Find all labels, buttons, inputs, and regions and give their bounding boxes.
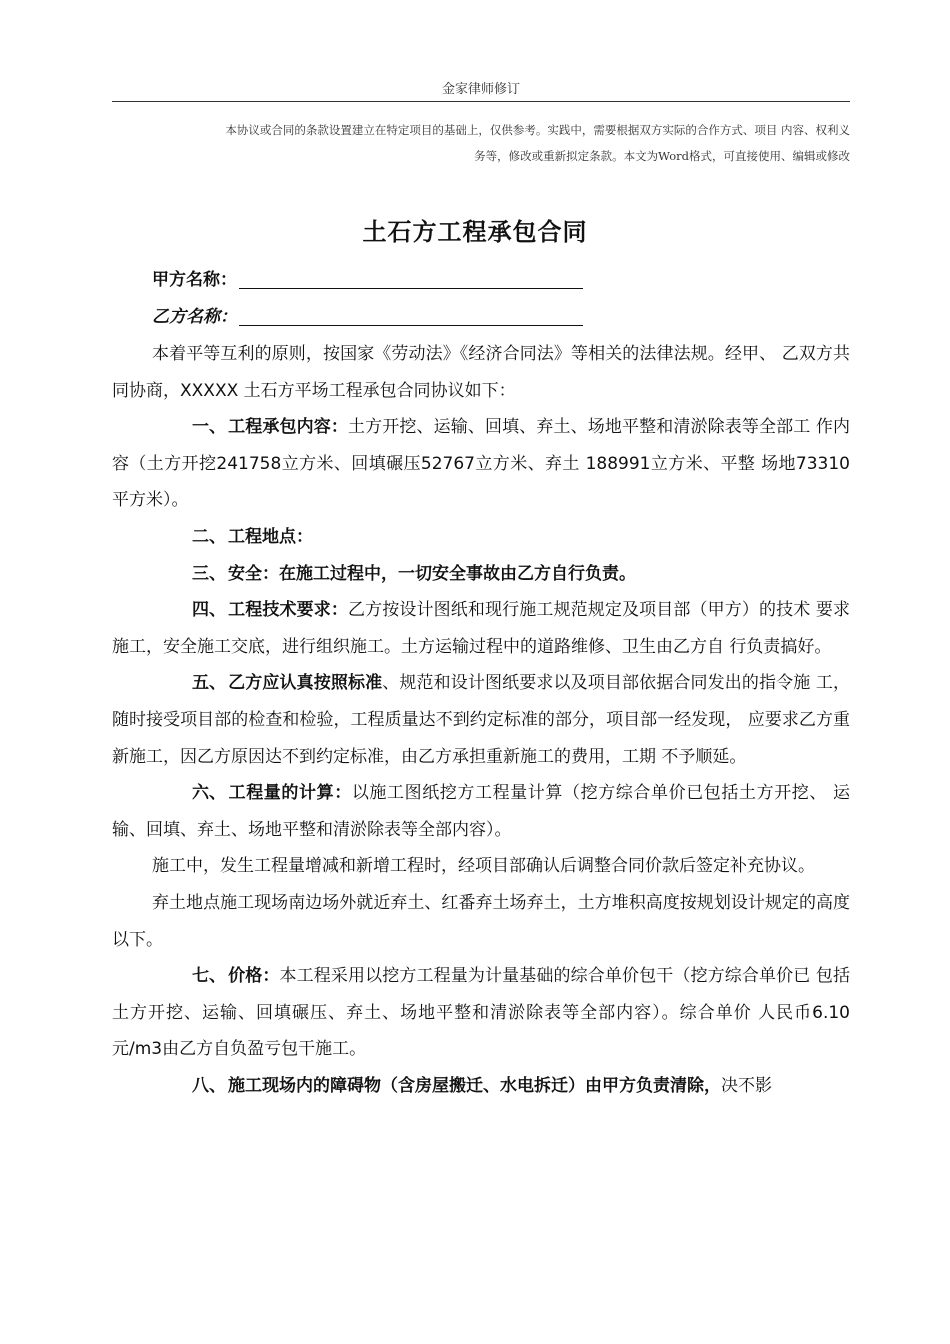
party-b-field xyxy=(152,302,583,327)
section-6: 六、 工程量的计算：以施工图纸挖方工程量计算（挖方综合单价已包括土方开挖、 运输、回填、弃土、场地平整和清淤除表等全部内容）。 xyxy=(112,783,851,840)
section-8: 八、 施工现场内的障碍物（含房屋搬迁、水电拆迁）由甲方负责清除，决不影 xyxy=(192,1075,772,1096)
page-header: 金家律师修订 xyxy=(441,82,520,97)
section-7: 七、 价格：本工程采用以挖方工程量为计量基础的综合单价包干（挖方综合单价已 包括土方开挖、运输、回填碾压、弃土、场地平整和清淤除表等全部内容）。综合单价 人民币6.10元/m3由乙方自负盈亏包干施工。 xyxy=(112,966,850,1060)
header-divider xyxy=(112,101,850,102)
document-title: 土石方工程承包合同 xyxy=(362,218,588,246)
contract-body xyxy=(112,336,850,1104)
intro-paragraph: 本着平等互利的原则，按国家《劳动法》《经济合同法》等相关的法律法规。经甲、 乙双方共同协商，XXXXX 土石方平场工程承包合同协议如下： xyxy=(112,344,850,401)
section-6-paragraph-a: 施工中，发生工程量增减和新增工程时，经项目部确认后调整合同价款后签定补充协议。 xyxy=(152,856,815,877)
section-3: 三、 安全：在施工过程中，一切安全事故由乙方自行负责。 xyxy=(192,563,636,584)
section-1: 一、 工程承包内容：土方开挖、运输、回填、弃土、场地平整和清淤除表等全部工 作内容（土方开挖241758立方米、回填碾压52767立方米、弃土 188991立方米、平整 场地73310平方米）。 xyxy=(112,417,851,511)
party-a-label: 甲方名称： xyxy=(152,270,237,290)
section-6-paragraph-b: 弃土地点施工现场南边场外就近弃土、红番弃土场弃土，土方堆积高度按规划设计规定的高度以下。 xyxy=(112,892,850,950)
section-2: 二、 工程地点： xyxy=(192,526,313,547)
section-4: 四、 工程技术要求：乙方按设计图纸和现行施工规范规定及项目部（甲方）的技术 要求施工，安全施工交底，进行组织施工。土方运输过程中的道路维修、卫生由乙方自 行负责搞好。 xyxy=(112,600,851,657)
party-b-label: 乙方名称： xyxy=(152,307,237,327)
disclaimer xyxy=(112,117,850,169)
party-a-field xyxy=(152,265,583,290)
party-b-blank[interactable] xyxy=(239,309,583,326)
disclaimer-line-1: 本协议或合同的条款设置建立在特定项目的基础上，仅供参考。实践中，需要根据双方实际的合作方式、项目 内容、权利义 xyxy=(225,123,850,137)
disclaimer-line-2: 务等，修改或重新拟定条款。本文为Word格式，可直接使用、编辑或修改 xyxy=(474,149,850,163)
section-5: 五、 乙方应认真按照标准、规范和设计图纸要求以及项目部依据合同发出的指令施 工，随时接受项目部的检查和检验，工程质量达不到约定标准的部分，项目部一经发现， 应要求乙方重新施工，因乙方原因达不到约定标准，由乙方承担重新施工的费用，工期 不予顺延。 xyxy=(112,673,851,767)
party-a-blank[interactable] xyxy=(239,272,583,289)
